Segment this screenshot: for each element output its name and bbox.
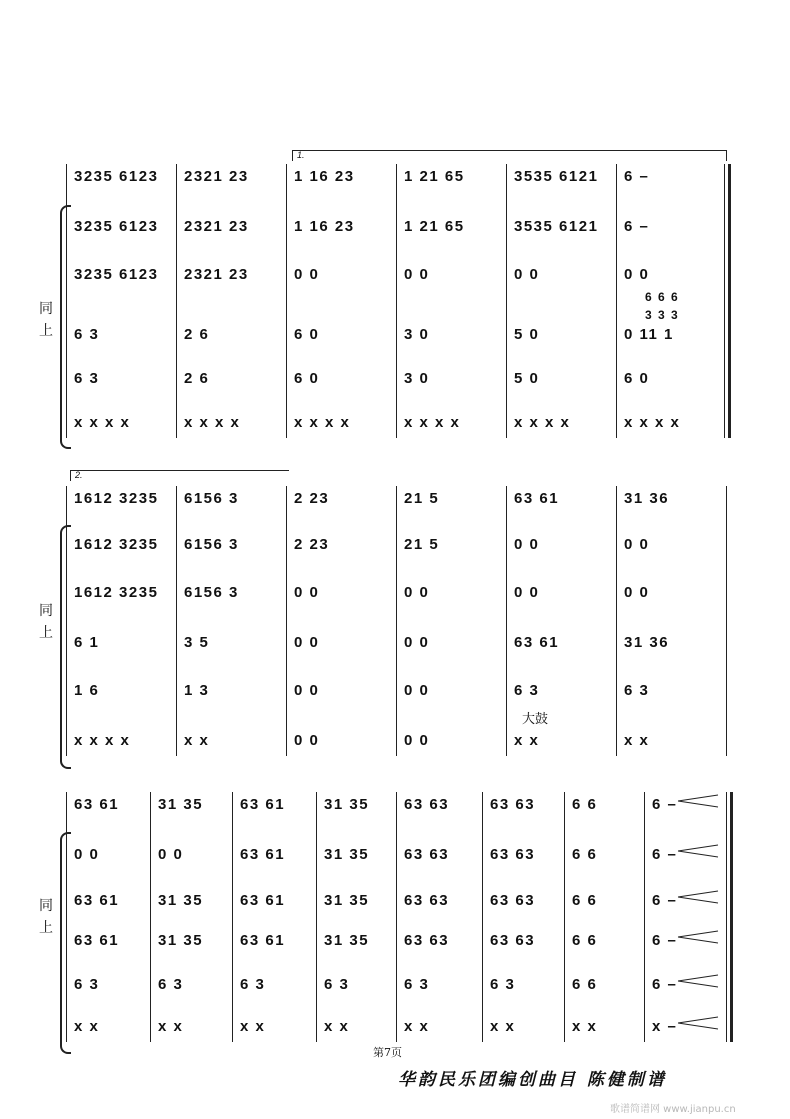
measure-cell: 63 61 xyxy=(240,932,286,949)
measure-cell: 6 3 xyxy=(74,326,100,343)
measure-cell: x x xyxy=(324,1018,350,1035)
measure-cell: 6 3 xyxy=(74,370,100,387)
measure-cell: 3 0 xyxy=(404,326,430,343)
measure-cell: 31 35 xyxy=(324,846,370,863)
measure-cell: 1 6 xyxy=(74,682,100,699)
measure-cell: 63 61 xyxy=(74,932,120,949)
measure-cell: 6 0 xyxy=(294,370,320,387)
measure-cell: 6156 3 xyxy=(184,536,239,553)
measure-cell: 6 3 xyxy=(158,976,184,993)
measure-cell: 6 0 xyxy=(624,370,650,387)
measure-cell: 31 35 xyxy=(158,932,204,949)
measure-cell: 6 3 xyxy=(324,976,350,993)
measure-cell: 5 0 xyxy=(514,326,540,343)
bar-line xyxy=(66,164,67,438)
bar-line xyxy=(730,792,733,1042)
crescendo-hairpin-icon xyxy=(676,930,720,944)
measure-cell: 2321 23 xyxy=(184,168,249,185)
bar-line xyxy=(176,486,177,756)
measure-cell: 63 63 xyxy=(490,846,536,863)
measure-cell: 3535 6121 xyxy=(514,218,599,235)
bar-line xyxy=(724,164,725,438)
bar-line xyxy=(564,792,565,1042)
bar-line xyxy=(616,486,617,756)
drum-annotation: 大鼓 xyxy=(522,712,549,727)
measure-cell: 63 63 xyxy=(404,892,450,909)
bar-line xyxy=(396,486,397,756)
measure-cell: 5 0 xyxy=(514,370,540,387)
crescendo-hairpin-icon xyxy=(676,974,720,988)
part-label: 同上 xyxy=(39,301,53,339)
bar-line xyxy=(286,164,287,438)
measure-cell: 2 6 xyxy=(184,326,210,343)
measure-cell: 6 3 xyxy=(404,976,430,993)
measure-cell: 31 36 xyxy=(624,490,670,507)
part-label: 同上 xyxy=(39,898,53,936)
measure-cell: 6 – xyxy=(652,892,678,909)
measure-cell: x x xyxy=(404,1018,430,1035)
measure-cell: 63 63 xyxy=(404,796,450,813)
measure-cell: x x xyxy=(184,732,210,749)
measure-cell: 3 5 xyxy=(184,634,210,651)
credit-line: 华韵民乐团编创曲目 陈健制谱 xyxy=(398,1070,667,1090)
measure-cell: 0 0 xyxy=(514,266,540,283)
measure-cell: 63 63 xyxy=(404,846,450,863)
bar-line xyxy=(286,486,287,756)
volta-number: 2. xyxy=(75,470,83,480)
page-number: 第7页 xyxy=(373,1046,402,1059)
measure-cell: 2 23 xyxy=(294,536,330,553)
measure-cell: x x xyxy=(240,1018,266,1035)
measure-cell: 6 3 xyxy=(514,682,540,699)
measure-cell: 6 6 xyxy=(572,846,598,863)
bar-line xyxy=(396,164,397,438)
measure-cell: 31 35 xyxy=(324,892,370,909)
measure-cell: 1612 3235 xyxy=(74,536,159,553)
measure-cell: 0 0 xyxy=(294,266,320,283)
measure-cell: 63 61 xyxy=(74,892,120,909)
measure-cell: 1 21 65 xyxy=(404,168,465,185)
chord-stack-bottom: 3 3 3 xyxy=(645,308,680,322)
bar-line xyxy=(506,164,507,438)
measure-cell: 63 61 xyxy=(514,490,560,507)
measure-cell: 31 36 xyxy=(624,634,670,651)
measure-cell: 63 61 xyxy=(240,796,286,813)
bar-line xyxy=(66,486,67,756)
measure-cell: 6 1 xyxy=(74,634,100,651)
measure-cell: x x xyxy=(514,732,540,749)
measure-cell: 0 0 xyxy=(74,846,100,863)
measure-cell: 2321 23 xyxy=(184,218,249,235)
measure-cell: x x xyxy=(158,1018,184,1035)
measure-cell: 0 0 xyxy=(404,682,430,699)
measure-cell: x x x x xyxy=(74,414,131,431)
measure-cell: x x x x xyxy=(404,414,461,431)
measure-cell: 0 0 xyxy=(294,584,320,601)
measure-cell: 0 0 xyxy=(294,732,320,749)
measure-cell: x x xyxy=(572,1018,598,1035)
measure-cell: x x x x xyxy=(624,414,681,431)
measure-cell: x – xyxy=(652,1018,678,1035)
measure-cell: x x xyxy=(74,1018,100,1035)
bar-line xyxy=(150,792,151,1042)
measure-cell: x x x x xyxy=(184,414,241,431)
measure-cell: 6 – xyxy=(624,168,650,185)
measure-cell: 3535 6121 xyxy=(514,168,599,185)
measure-cell: 0 0 xyxy=(294,682,320,699)
measure-cell: x x x x xyxy=(514,414,571,431)
measure-cell: x x x x xyxy=(294,414,351,431)
measure-cell: 31 35 xyxy=(324,932,370,949)
crescendo-hairpin-icon xyxy=(676,844,720,858)
measure-cell: x x xyxy=(624,732,650,749)
measure-cell: 1 16 23 xyxy=(294,218,355,235)
measure-cell: 0 0 xyxy=(294,634,320,651)
measure-cell: 6 6 xyxy=(572,796,598,813)
measure-cell: 31 35 xyxy=(324,796,370,813)
part-label: 同上 xyxy=(39,603,53,641)
bar-line xyxy=(232,792,233,1042)
measure-cell: 1612 3235 xyxy=(74,584,159,601)
measure-cell: 0 11 1 xyxy=(624,326,674,343)
measure-cell: 0 0 xyxy=(404,732,430,749)
measure-cell: 63 61 xyxy=(74,796,120,813)
bar-line xyxy=(66,792,67,1042)
measure-cell: 6156 3 xyxy=(184,584,239,601)
crescendo-hairpin-icon xyxy=(676,890,720,904)
measure-cell: 2 23 xyxy=(294,490,330,507)
chord-stack-top: 6 6 6 xyxy=(645,290,680,304)
measure-cell: 0 0 xyxy=(624,266,650,283)
measure-cell: 6 6 xyxy=(572,976,598,993)
measure-cell: 6 3 xyxy=(74,976,100,993)
measure-cell: 63 63 xyxy=(404,932,450,949)
measure-cell: 0 0 xyxy=(514,584,540,601)
measure-cell: 2321 23 xyxy=(184,266,249,283)
measure-cell: 1 16 23 xyxy=(294,168,355,185)
measure-cell: x x x x xyxy=(74,732,131,749)
bar-line xyxy=(482,792,483,1042)
measure-cell: 6156 3 xyxy=(184,490,239,507)
measure-cell: 6 6 xyxy=(572,932,598,949)
measure-cell: 0 0 xyxy=(404,266,430,283)
bar-line xyxy=(726,792,727,1042)
measure-cell: 6 3 xyxy=(624,682,650,699)
measure-cell: 6 – xyxy=(652,976,678,993)
measure-cell: 63 61 xyxy=(240,892,286,909)
measure-cell: 63 63 xyxy=(490,892,536,909)
volta-bracket-1 xyxy=(292,150,727,161)
bar-line xyxy=(176,164,177,438)
measure-cell: 3235 6123 xyxy=(74,168,159,185)
measure-cell: 6 – xyxy=(624,218,650,235)
measure-cell: 21 5 xyxy=(404,490,440,507)
measure-cell: 6 6 xyxy=(572,892,598,909)
measure-cell: 2 6 xyxy=(184,370,210,387)
measure-cell: 63 63 xyxy=(490,796,536,813)
watermark: 歌谱简谱网 www.jianpu.cn xyxy=(610,1104,736,1115)
crescendo-hairpin-icon xyxy=(676,794,720,808)
measure-cell: 31 35 xyxy=(158,796,204,813)
measure-cell: 1 21 65 xyxy=(404,218,465,235)
measure-cell: 1 3 xyxy=(184,682,210,699)
measure-cell: 6 – xyxy=(652,846,678,863)
bar-line xyxy=(316,792,317,1042)
measure-cell: 6 – xyxy=(652,796,678,813)
measure-cell: 63 61 xyxy=(240,846,286,863)
measure-cell: 63 63 xyxy=(490,932,536,949)
bar-line xyxy=(396,792,397,1042)
measure-cell: 6 0 xyxy=(294,326,320,343)
system-2 xyxy=(39,470,730,770)
measure-cell: 3235 6123 xyxy=(74,266,159,283)
bar-line xyxy=(506,486,507,756)
measure-cell: 6 3 xyxy=(240,976,266,993)
bar-line xyxy=(726,486,727,756)
measure-cell: 0 0 xyxy=(404,634,430,651)
system-1 xyxy=(39,150,730,450)
measure-cell: 63 61 xyxy=(514,634,560,651)
measure-cell: 0 0 xyxy=(514,536,540,553)
measure-cell: 3235 6123 xyxy=(74,218,159,235)
measure-cell: 1612 3235 xyxy=(74,490,159,507)
measure-cell: 0 0 xyxy=(624,584,650,601)
system-3 xyxy=(39,780,730,1055)
crescendo-hairpin-icon xyxy=(676,1016,720,1030)
measure-cell: 3 0 xyxy=(404,370,430,387)
measure-cell: 0 0 xyxy=(624,536,650,553)
measure-cell: 21 5 xyxy=(404,536,440,553)
measure-cell: 6 – xyxy=(652,932,678,949)
measure-cell: 0 0 xyxy=(404,584,430,601)
measure-cell: x x xyxy=(490,1018,516,1035)
volta-bracket-2 xyxy=(70,470,289,481)
bar-line xyxy=(728,164,731,438)
measure-cell: 6 3 xyxy=(490,976,516,993)
bar-line xyxy=(644,792,645,1042)
measure-cell: 0 0 xyxy=(158,846,184,863)
bar-line xyxy=(616,164,617,438)
volta-number: 1. xyxy=(297,150,305,160)
measure-cell: 31 35 xyxy=(158,892,204,909)
